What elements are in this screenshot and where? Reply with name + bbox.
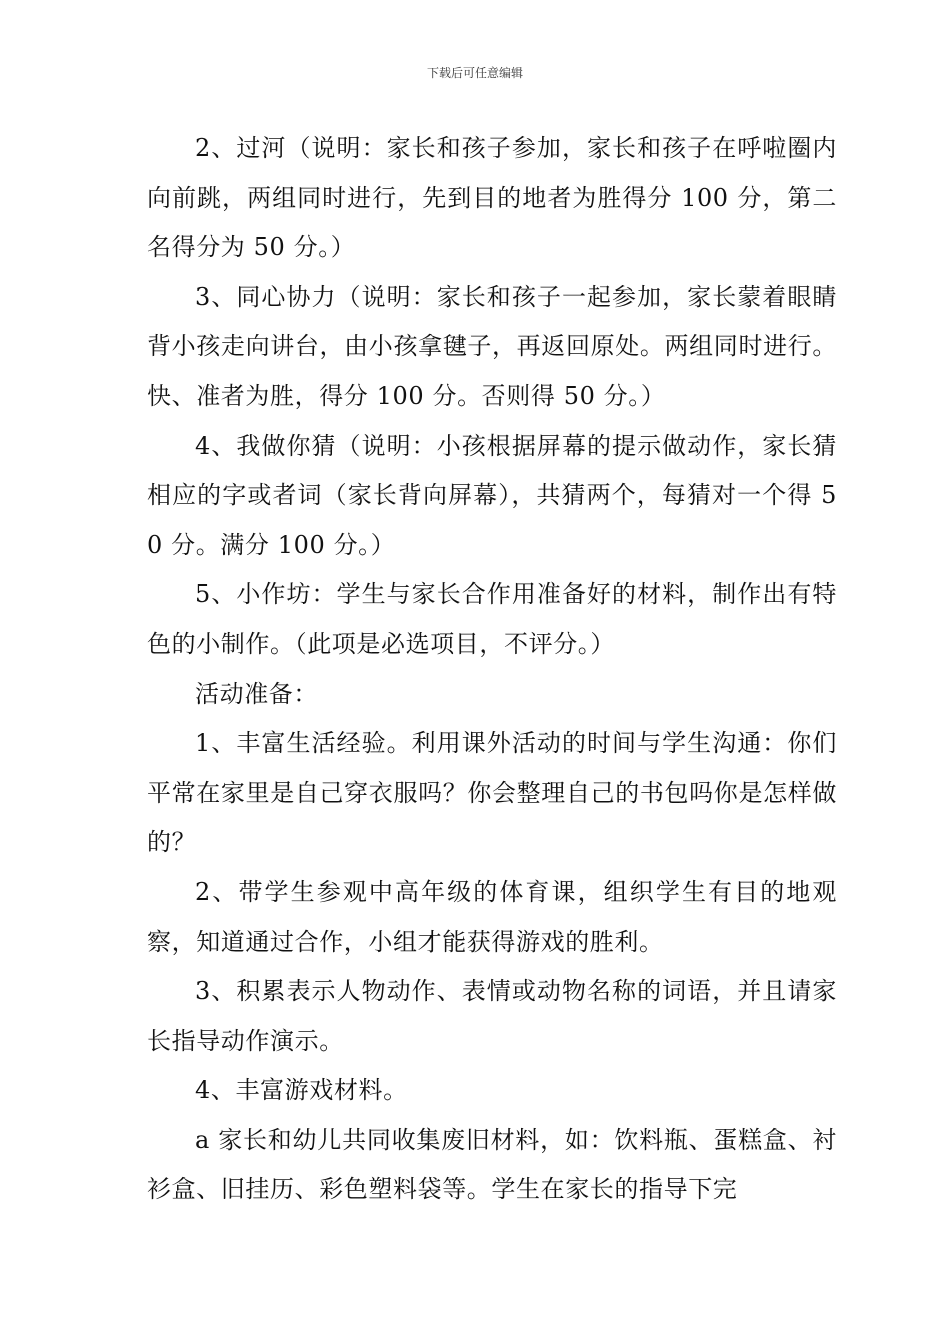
paragraph-prep-visit-pe-class: 2、带学生参观中高年级的体育课，组织学生有目的地观察，知道通过合作，小组才能获得游戏的胜利。: [147, 877, 837, 956]
section-heading-preparation: 活动准备：: [195, 679, 318, 708]
document-body: [147, 124, 837, 1215]
paragraph-prep-vocabulary: 3、积累表示人物动作、表情或动物名称的词语，并且请家长指导动作演示。: [147, 977, 837, 1055]
paragraph-game-crossing-river: 2、过河（说明：家长和孩子参加，家长和孩子在呼啦圈内向前跳，两组同时进行，先到目的地者为胜得分 100 分，第二名得分为 50 分。）: [147, 134, 837, 262]
paragraph-game-charades: 4、我做你猜（说明：小孩根据屏幕的提示做动作，家长猜相应的字或者词（家长背向屏幕），共猜两个，每猜对一个得 50 分。满分 100 分。）: [147, 431, 837, 559]
paragraph-prep-materials: 4、丰富游戏材料。: [195, 1076, 408, 1105]
paragraph-prep-materials-a: a 家长和幼儿共同收集废旧材料，如：饮料瓶、蛋糕盒、衬衫盒、旧挂历、彩色塑料袋等。学生在家长的指导下完: [147, 1125, 837, 1204]
page-header: 下载后可任意编辑: [426, 66, 523, 80]
paragraph-workshop: 5、小作坊：学生与家长合作用准备好的材料，制作出有特色的小制作。（此项是必选项目，不评分。）: [147, 580, 837, 658]
paragraph-prep-life-experience: 1、丰富生活经验。利用课外活动的时间与学生沟通：你们平常在家里是自己穿衣服吗？你会整理自己的书包吗你是怎样做的？: [147, 729, 837, 857]
paragraph-game-teamwork: 3、同心协力（说明：家长和孩子一起参加，家长蒙着眼睛背小孩走向讲台，由小孩拿毽子，再返回原处。两组同时进行。快、准者为胜，得分 100 分。否则得 50 分。）: [147, 282, 837, 410]
